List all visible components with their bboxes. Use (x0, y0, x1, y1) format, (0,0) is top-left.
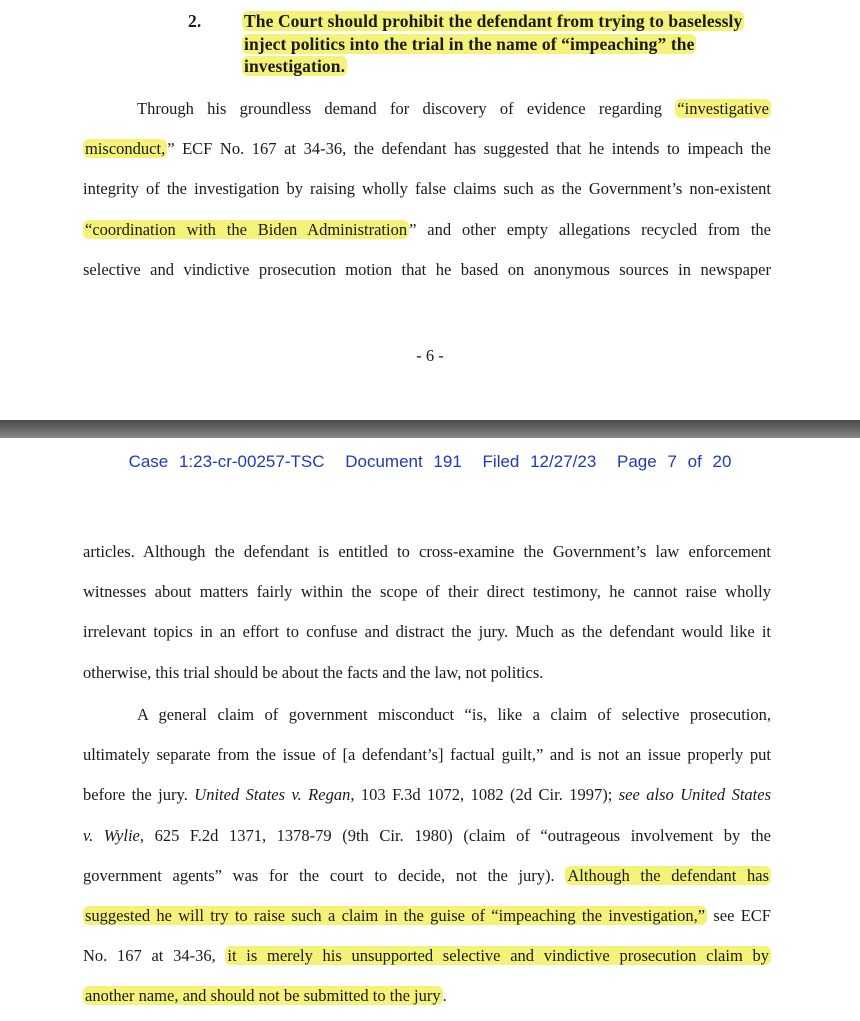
text-line: Through his groundless demand for discovery of evidence regarding “investigative (137, 99, 769, 118)
highlight: “coordination with the Biden Administration (85, 219, 408, 239)
highlight: Although the defendant has (567, 865, 770, 885)
citation-signal: see also United States (618, 785, 772, 805)
heading-line: The Court should prohibit the defendant from trying to baselessly (244, 11, 743, 31)
text-line: ultimately separate from the issue of [a defendant’s] factual guilt,” and is not an issue properly put (83, 745, 771, 765)
paragraph-cross-examine (83, 532, 771, 693)
page-7 (0, 438, 860, 1021)
text-line: articles. Although the defendant is entitled to cross-examine the Government’s law enforcement (83, 542, 771, 561)
text-line: “coordination with the Biden Administration ” and other empty allegations recycled from the (85, 219, 771, 239)
heading-line: inject politics into the trial in the name of “impeaching” the (244, 33, 695, 54)
text-line: suggested he will try to raise such a claim in the guise of “impeaching the investigation,” see ECF (85, 905, 771, 925)
text-line: another name, and should not be submitted to the jury . (85, 986, 447, 1006)
highlight: misconduct, (85, 139, 166, 159)
text-line: integrity of the investigation by raising wholly false claims such as the Government’s non-existent (83, 179, 771, 199)
page-6 (0, 0, 860, 420)
text-line: irrelevant topics in an effort to confuse and distract the jury. Much as the defendant would like it (83, 622, 771, 642)
heading-number: 2. (188, 11, 202, 31)
text-line: otherwise, this trial should be about the facts and the law, not politics. (83, 662, 544, 682)
heading-line: investigation. (244, 56, 346, 76)
case-citation: United States v. Regan (194, 785, 351, 805)
page-indicator: Page 7 of 20 (617, 452, 732, 471)
paragraph-discovery (83, 89, 771, 290)
text-line: v. Wylie, 625 F.2d 1371, 1378-79 (9th Cir. 1980) (claim of “outrageous involvement by the (83, 825, 771, 845)
text-line: selective and vindictive prosecution motion that he based on anonymous sources in newspaper (83, 259, 771, 279)
text-line: misconduct, ” ECF No. 167 at 34-36, the defendant has suggested that he intends to impeach the (85, 139, 771, 159)
document-number: Document 191 (345, 452, 462, 471)
page-separator (0, 420, 860, 438)
case-number: Case 1:23-cr-00257-TSC (128, 452, 325, 471)
highlight: it is merely his unsupported selective and vindictive prosecution claim by (227, 946, 769, 966)
text-line: before the jury. United States v. Regan, 103 F.3d 1072, 1082 (2d Cir. 1997); see also United States (83, 785, 772, 805)
highlight: another name, and should not be submitted to the jury (85, 986, 441, 1006)
page-number: - 6 - (416, 346, 444, 365)
highlight: suggested he will try to raise such a claim in the guise of “impeaching the investigation,” (85, 905, 706, 925)
text-line: witnesses about matters fairly within the scope of their direct testimony, he cannot raise wholly (83, 582, 771, 602)
filed-date: Filed 12/27/23 (482, 452, 597, 471)
case-citation: v. Wylie (83, 825, 140, 845)
text-line: government agents” was for the court to decide, not the jury). Although the defendant has (83, 865, 770, 885)
highlight: “investigative (677, 99, 769, 118)
case-header (0, 452, 860, 472)
text-line: No. 167 at 34-36, it is merely his unsupported selective and vindictive prosecution claim by (83, 946, 769, 966)
text-line: A general claim of government misconduct “is, like a claim of selective prosecution, (137, 705, 771, 724)
paragraph-misconduct-claim (83, 695, 771, 1017)
